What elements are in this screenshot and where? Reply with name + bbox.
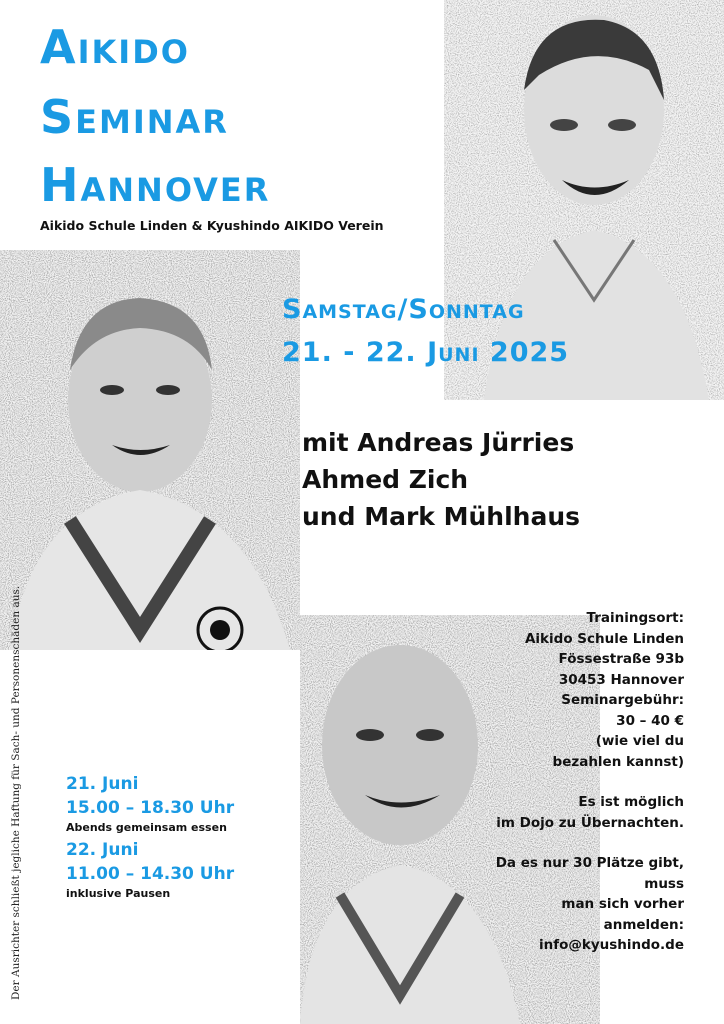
- liability-disclaimer: Der Ausrichter schließt jegliche Haftung für Sach- und Personenschäden aus.: [10, 585, 22, 1000]
- schedule-note-1: Abends gemeinsam essen: [66, 821, 227, 834]
- registration-line-3: man sich vorher: [561, 896, 684, 912]
- schedule: [66, 772, 234, 904]
- registration-line-1: Da es nur 30 Plätze gibt,: [495, 855, 684, 871]
- contact-email[interactable]: info@kyushindo.de: [538, 937, 684, 953]
- event-days: Samstag/Sonntag: [282, 294, 525, 325]
- schedule-day-1: 21. Juni: [66, 774, 139, 794]
- registration-line-2: muss: [644, 875, 684, 892]
- overnight-line-2: im Dojo zu Übernachten.: [496, 814, 684, 831]
- registration-line-4: anmelden:: [603, 916, 684, 933]
- info-block: [454, 608, 684, 956]
- fee-label: Seminargebühr:: [561, 692, 684, 708]
- instructor-photo-left: [0, 250, 300, 650]
- venue-name: Aikido Schule Linden: [524, 630, 684, 647]
- schedule-note-2: inklusive Pausen: [66, 887, 171, 900]
- overnight-line-1: Es ist möglich: [578, 794, 684, 810]
- fee-note-1: (wie viel du: [595, 733, 684, 749]
- venue-street: Fössestraße 93b: [558, 651, 684, 667]
- schedule-day-2: 22. Juni: [66, 840, 139, 860]
- instructor-line-1: mit Andreas Jürries: [302, 428, 575, 457]
- schedule-time-1: 15.00 – 18.30 Uhr: [66, 798, 235, 818]
- fee-note-2: bezahlen kannst): [552, 753, 684, 770]
- title-line-2: Seminar: [40, 90, 229, 144]
- venue-city: 30453 Hannover: [558, 671, 684, 688]
- instructor-line-3: und Mark Mühlhaus: [302, 502, 580, 531]
- venue-label: Trainingsort:: [586, 610, 684, 626]
- event-dates: 21. - 22. Juni 2025: [282, 337, 570, 368]
- title-line-1: Aikido: [40, 20, 190, 74]
- title-line-3: Hannover: [40, 158, 271, 212]
- organizer-subtitle: Aikido Schule Linden & Kyushindo AIKIDO Verein: [40, 218, 384, 233]
- portrait-left-image: [0, 250, 300, 650]
- fee-amount: 30 – 40 €: [616, 712, 684, 729]
- instructor-line-2: Ahmed Zich: [302, 465, 469, 494]
- schedule-time-2: 11.00 – 14.30 Uhr: [66, 864, 235, 884]
